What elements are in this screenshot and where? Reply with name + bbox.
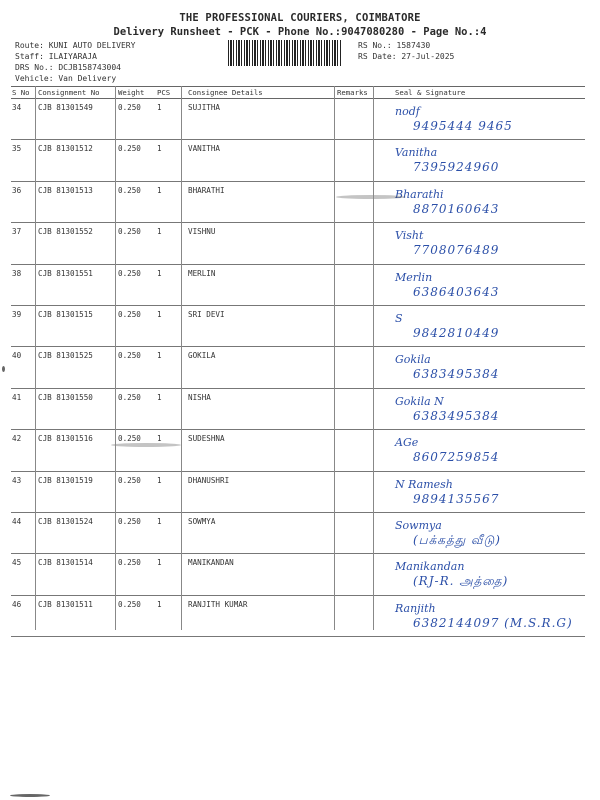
col-consignment: Consignment No: [38, 88, 100, 97]
signature-name: Gokila: [395, 353, 431, 367]
row-consignee-name: GOKILA: [188, 351, 216, 361]
row-consignee-name: SOWMYA: [188, 516, 216, 526]
row-weight: 0.250: [118, 599, 141, 609]
table-row: [11, 140, 585, 181]
column-divider: [35, 86, 36, 630]
row-pcs: 1: [157, 392, 162, 402]
table-row: [11, 554, 585, 595]
row-sno: 43: [12, 475, 22, 485]
row-consignment-no: CJB 81301514: [38, 558, 93, 568]
row-consignment-no: CJB 81301519: [38, 475, 93, 485]
row-pcs: 1: [157, 475, 162, 485]
signature-name: S: [395, 311, 403, 325]
ink-smudge: [336, 195, 406, 199]
handwritten-signature: [383, 478, 593, 510]
row-consignment-no: CJB 81301511: [38, 599, 93, 609]
handwritten-signature: [383, 560, 593, 592]
signature-phone: (RJ-R. அத்தை): [413, 574, 509, 589]
row-weight: 0.250: [118, 185, 141, 195]
signature-name: AGe: [395, 436, 419, 450]
signature-phone: (பக்கத்து வீடு): [413, 532, 501, 547]
signature-name: Ranjith: [395, 601, 436, 615]
route-info: Route: KUNI AUTO DELIVERY: [15, 41, 136, 50]
signature-phone: 6386403643: [413, 284, 500, 299]
row-sno: 37: [12, 227, 22, 237]
row-sno: 40: [12, 351, 22, 361]
row-weight: 0.250: [118, 309, 141, 319]
table-row: [11, 265, 585, 306]
table-row: [11, 389, 585, 430]
signature-phone: 7395924960: [413, 160, 500, 175]
row-weight: 0.250: [118, 268, 141, 278]
row-pcs: 1: [157, 185, 162, 195]
row-pcs: 1: [157, 599, 162, 609]
row-consignment-no: CJB 81301512: [38, 144, 93, 154]
handwritten-signature: [383, 312, 593, 344]
vehicle-info: Vehicle: Van Delivery: [15, 74, 117, 83]
rs-date: RS Date: 27-Jul-2025: [358, 52, 455, 61]
signature-name: Manikandan: [395, 560, 465, 574]
row-consignee-name: BHARATHI: [188, 185, 225, 195]
row-pcs: 1: [157, 434, 162, 444]
col-signature: Seal & Signature: [395, 88, 466, 97]
row-consignee-name: SUDESHNA: [188, 434, 225, 444]
row-pcs: 1: [157, 516, 162, 526]
row-sno: 41: [12, 392, 22, 402]
signature-name: Bharathi: [395, 187, 444, 201]
table-row: [11, 347, 585, 388]
row-weight: 0.250: [118, 475, 141, 485]
row-sno: 34: [12, 103, 22, 112]
table-body: [11, 99, 585, 637]
row-consignee-name: VANITHA: [188, 144, 221, 154]
row-weight: 0.250: [118, 103, 141, 112]
row-weight: 0.250: [118, 227, 141, 237]
row-pcs: 1: [157, 268, 162, 278]
rs-number: RS No.: 1587430: [358, 41, 431, 50]
signature-name: Vanitha: [395, 146, 438, 160]
row-sno: 46: [12, 599, 22, 609]
row-consignee-name: VISHNU: [188, 227, 216, 237]
table-row: [11, 182, 585, 223]
row-consignment-no: CJB 81301524: [38, 516, 93, 526]
signature-name: Sowmya: [395, 518, 442, 532]
barcode: [228, 40, 341, 66]
handwritten-signature: [383, 188, 593, 220]
handwritten-signature: [383, 146, 593, 178]
scan-artifact: [10, 794, 50, 797]
handwritten-signature: [383, 105, 593, 137]
table-row: [11, 430, 585, 471]
row-consignee-name: RANJITH KUMAR: [188, 599, 248, 609]
row-consignment-no: CJB 81301550: [38, 392, 93, 402]
row-consignee-name: MERLIN: [188, 268, 216, 278]
row-consignment-no: CJB 81301552: [38, 227, 93, 237]
row-pcs: 1: [157, 227, 162, 237]
staff-info: Staff: ILAIYARAJA: [15, 52, 97, 61]
table-row: [11, 99, 585, 140]
row-weight: 0.250: [118, 558, 141, 568]
col-weight: Weight: [118, 88, 145, 97]
runsheet-info-left: [15, 40, 135, 84]
row-pcs: 1: [157, 144, 162, 154]
column-divider: [334, 86, 335, 630]
signature-name: nodf: [395, 105, 420, 118]
ink-smudge: [111, 443, 181, 447]
row-sno: 35: [12, 144, 22, 154]
row-sno: 39: [12, 309, 22, 319]
handwritten-signature: [383, 602, 593, 634]
signature-phone: 6382144097 (M.S.R.G): [413, 615, 573, 630]
row-consignee-name: SRI DEVI: [188, 309, 225, 319]
row-weight: 0.250: [118, 434, 141, 444]
handwritten-signature: [383, 436, 593, 468]
table-row: [11, 472, 585, 513]
signature-phone: 9894135567: [413, 491, 500, 506]
row-pcs: 1: [157, 351, 162, 361]
signature-name: Visht: [395, 229, 424, 243]
signature-phone: 8607259854: [413, 450, 500, 465]
runsheet-title: Delivery Runsheet - PCK - Phone No.:9047080280 - Page No.:4: [113, 26, 487, 38]
row-consignee-name: MANIKANDAN: [188, 558, 234, 568]
table-row: [11, 306, 585, 347]
row-weight: 0.250: [118, 351, 141, 361]
row-pcs: 1: [157, 558, 162, 568]
row-consignee-name: SUJITHA: [188, 103, 221, 112]
signature-name: Gokila N: [395, 394, 444, 408]
table-row: [11, 513, 585, 554]
row-sno: 44: [12, 516, 22, 526]
signature-phone: 9495444 9465: [413, 119, 513, 133]
row-weight: 0.250: [118, 516, 141, 526]
signature-phone: 8870160643: [413, 201, 500, 216]
column-divider: [115, 86, 116, 630]
row-pcs: 1: [157, 309, 162, 319]
col-pcs: PCS: [157, 88, 171, 97]
signature-name: N Ramesh: [395, 477, 453, 491]
row-sno: 36: [12, 185, 22, 195]
row-consignment-no: CJB 81301525: [38, 351, 93, 361]
col-sno: S No: [12, 88, 30, 97]
handwritten-signature: [383, 271, 593, 303]
row-sno: 45: [12, 558, 22, 568]
table-row: [11, 223, 585, 264]
runsheet-info-right: [358, 40, 454, 62]
row-sno: 38: [12, 268, 22, 278]
scan-artifact: [2, 366, 5, 372]
row-consignment-no: CJB 81301549: [38, 103, 93, 112]
row-consignment-no: CJB 81301551: [38, 268, 93, 278]
signature-phone: 7708076489: [413, 243, 500, 258]
row-consignment-no: CJB 81301516: [38, 434, 93, 444]
row-consignment-no: CJB 81301515: [38, 309, 93, 319]
row-weight: 0.250: [118, 392, 141, 402]
row-consignee-name: NISHA: [188, 392, 211, 402]
col-remarks: Remarks: [337, 88, 368, 97]
handwritten-signature: [383, 229, 593, 261]
signature-phone: 6383495384: [413, 408, 500, 423]
row-sno: 42: [12, 434, 22, 444]
runsheet-table: [11, 86, 585, 637]
col-consignee: Consignee Details: [188, 88, 263, 97]
table-row: [11, 596, 585, 637]
table-header: [11, 86, 585, 99]
signature-phone: 9842810449: [413, 325, 500, 340]
signature-phone: 6383495384: [413, 367, 500, 382]
handwritten-signature: [383, 395, 593, 427]
row-weight: 0.250: [118, 144, 141, 154]
handwritten-signature: [383, 519, 593, 551]
column-divider: [373, 86, 374, 630]
column-divider: [181, 86, 182, 630]
row-pcs: 1: [157, 103, 162, 112]
company-title: THE PROFESSIONAL COURIERS, COIMBATORE: [179, 12, 421, 24]
handwritten-signature: [383, 353, 593, 385]
drs-number: DRS No.: DCJB158743004: [15, 63, 121, 72]
row-consignee-name: DHANUSHRI: [188, 475, 230, 485]
signature-name: Merlin: [395, 270, 433, 284]
row-consignment-no: CJB 81301513: [38, 185, 93, 195]
